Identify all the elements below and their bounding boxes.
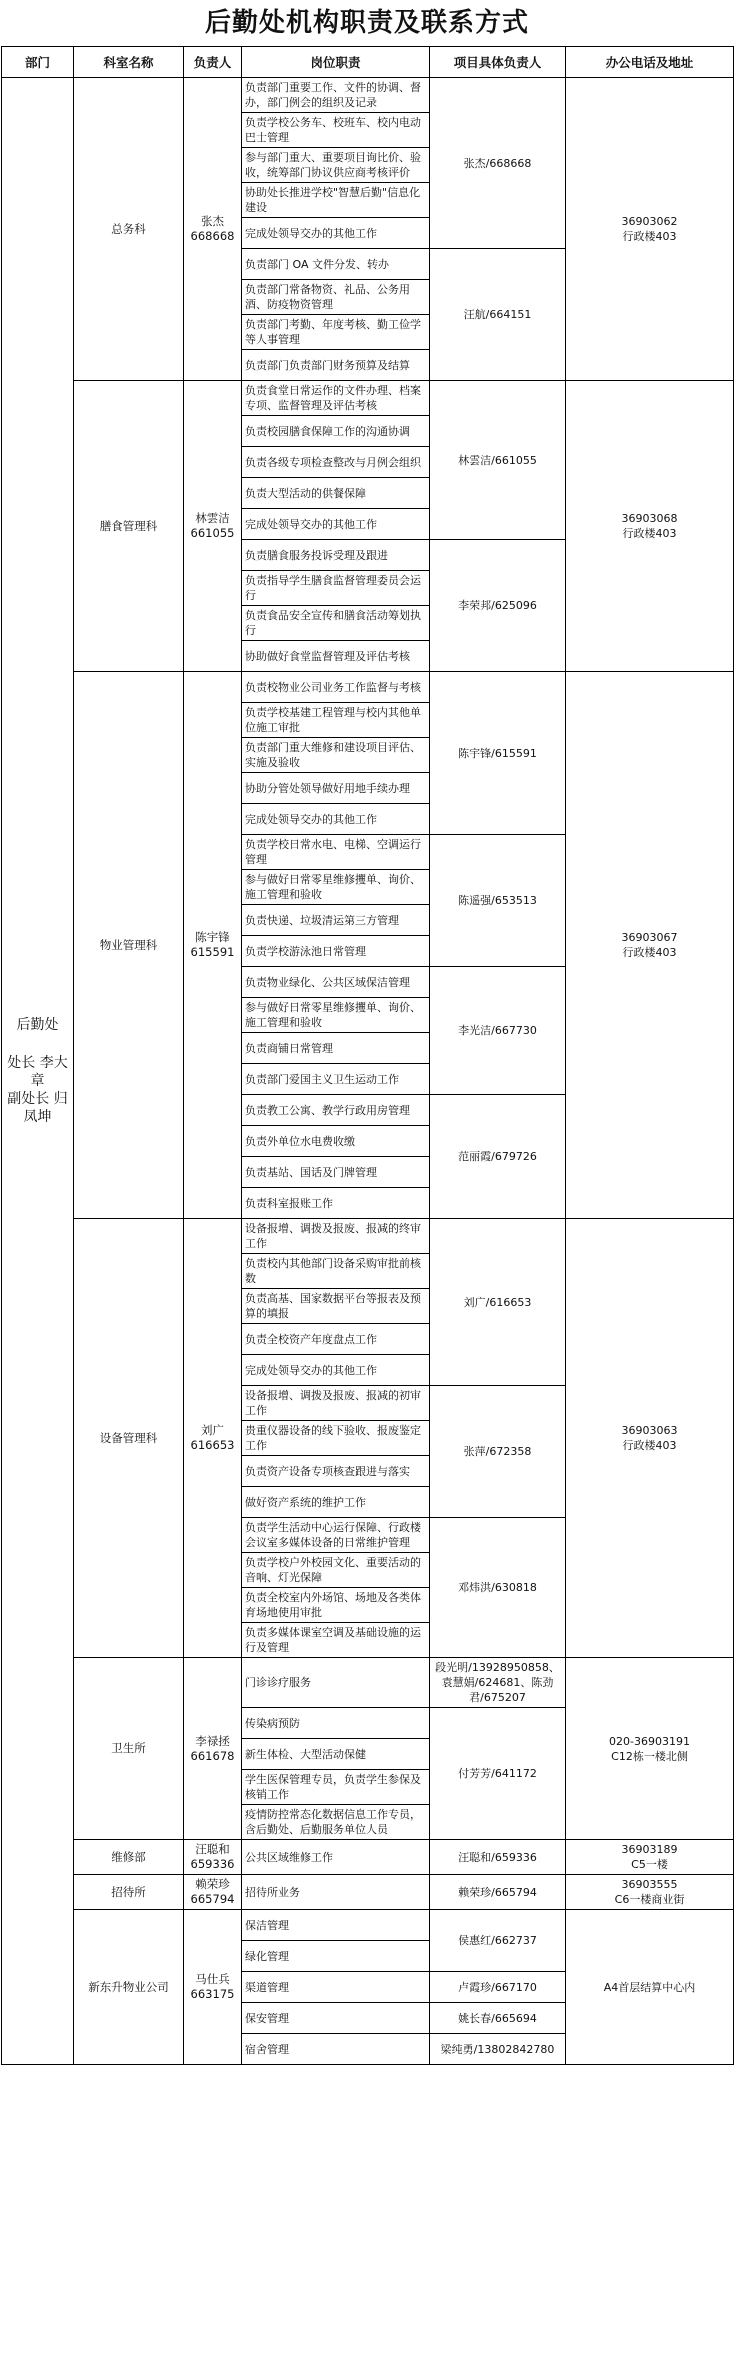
duty-cell: 门诊诊疗服务 <box>242 1658 430 1708</box>
contact-cell <box>566 1219 734 1658</box>
section-head-phone: 659336 <box>190 1857 235 1871</box>
section-name-cell <box>74 381 184 672</box>
duty-cell: 负责教工公寓、教学行政用房管理 <box>242 1095 430 1126</box>
section-head-cell <box>184 672 242 1219</box>
office-address: C6一楼商业街 <box>614 1893 685 1906</box>
duty-cell: 完成处领导交办的其他工作 <box>242 218 430 249</box>
person-cell: 侯惠红/662737 <box>430 1910 566 1972</box>
office-address: 行政楼403 <box>622 230 677 243</box>
section-head-cell <box>184 381 242 672</box>
duty-cell: 保安管理 <box>242 2003 430 2034</box>
header-duties: 岗位职责 <box>242 47 430 78</box>
duty-cell: 负责部门考勤、年度考核、勤工俭学等人事管理 <box>242 315 430 350</box>
duty-cell: 负责部门 OA 文件分发、转办 <box>242 249 430 280</box>
table-row <box>2 1219 734 1254</box>
section-name: 招待所 <box>111 1884 146 1899</box>
person-cell: 姚长春/665694 <box>430 2003 566 2034</box>
table-row <box>2 1875 734 1910</box>
duty-cell: 宿舍管理 <box>242 2034 430 2065</box>
header-section: 科室名称 <box>74 47 184 78</box>
contact-cell <box>566 1875 734 1910</box>
duty-cell: 协助做好食堂监督管理及评估考核 <box>242 641 430 672</box>
department-deputy: 副处长 归凤坤 <box>7 1091 68 1125</box>
duty-cell: 负责学校基建工程管理与校内其他单位施工审批 <box>242 703 430 738</box>
person-cell: 刘广/616653 <box>430 1219 566 1386</box>
duty-cell: 参与做好日常零星维修攫单、询价、施工管理和验收 <box>242 998 430 1033</box>
duty-cell: 做好资产系统的维护工作 <box>242 1487 430 1518</box>
department-name: 后勤处 <box>16 1017 59 1033</box>
duty-cell: 完成处领导交办的其他工作 <box>242 1355 430 1386</box>
office-address: A4首层结算中心内 <box>603 1980 696 1994</box>
duty-table <box>1 46 734 2065</box>
office-phone: 36903063 <box>621 1424 678 1437</box>
section-name-cell <box>74 1840 184 1875</box>
section-name-cell <box>74 78 184 381</box>
duty-cell: 负责部门重大维修和建设项目评估、实施及验收 <box>242 738 430 773</box>
section-head-name: 林雲洁 <box>195 511 230 525</box>
duty-cell: 完成处领导交办的其他工作 <box>242 509 430 540</box>
section-head-name: 张杰 <box>201 214 224 228</box>
department-cell <box>2 78 74 2065</box>
duty-cell: 负责学校户外校园文化、重要活动的音响、灯光保障 <box>242 1553 430 1588</box>
person-cell: 梁纯勇/13802842780 <box>430 2034 566 2065</box>
table-row <box>2 1658 734 1708</box>
person-cell: 李光洁/667730 <box>430 967 566 1095</box>
office-address: 行政楼403 <box>622 946 677 959</box>
duty-cell: 负责物业绿化、公共区域保洁管理 <box>242 967 430 998</box>
duty-cell: 疫情防控常态化数据信息工作专员，含后勤处、后勤服务单位人员 <box>242 1805 430 1840</box>
section-head-name: 汪聪和 <box>195 1842 230 1856</box>
duty-cell: 负责校园膳食保障工作的沟通协调 <box>242 416 430 447</box>
section-head-phone: 661055 <box>190 526 235 540</box>
duty-cell: 设备报增、调拨及报废、报减的终审工作 <box>242 1219 430 1254</box>
section-head-cell <box>184 1219 242 1658</box>
contact-cell <box>566 78 734 381</box>
person-cell: 付芳芳/641172 <box>430 1708 566 1840</box>
duty-cell: 负责基站、国话及门牌管理 <box>242 1157 430 1188</box>
office-phone: 020-36903191 <box>609 1734 690 1748</box>
duty-cell: 传染病预防 <box>242 1708 430 1739</box>
table-row <box>2 672 734 703</box>
table-row <box>2 1840 734 1875</box>
duty-cell: 学生医保管理专员，负责学生参保及核销工作 <box>242 1770 430 1805</box>
duty-cell: 完成处领导交办的其他工作 <box>242 804 430 835</box>
table-row <box>2 381 734 416</box>
person-cell: 李荣邦/625096 <box>430 540 566 672</box>
office-address: C5一楼 <box>631 1858 668 1871</box>
contact-cell <box>566 1840 734 1875</box>
duty-cell: 负责学校公务车、校班车、校内电动巴士管理 <box>242 113 430 148</box>
section-head-cell <box>184 1658 242 1840</box>
section-name-cell <box>74 1910 184 2065</box>
section-head-cell <box>184 1875 242 1910</box>
spacer <box>5 1034 70 1054</box>
duty-cell: 负责外单位水电费收缴 <box>242 1126 430 1157</box>
duty-cell: 贵重仪器设备的线下验收、报废鉴定工作 <box>242 1421 430 1456</box>
duty-cell: 负责部门爱国主义卫生运动工作 <box>242 1064 430 1095</box>
duty-cell: 协助处长推进学校"智慧后勤"信息化建设 <box>242 183 430 218</box>
section-head-cell <box>184 78 242 381</box>
duty-cell: 参与做好日常零星维修攫单、询价、施工管理和验收 <box>242 870 430 905</box>
section-head-name: 刘广 <box>201 1423 224 1437</box>
duty-cell: 负责大型活动的供餐保障 <box>242 478 430 509</box>
office-phone: 36903062 <box>621 215 678 228</box>
contact-cell <box>566 672 734 1219</box>
table-header-row <box>2 47 734 78</box>
duty-cell: 负责食堂日常运作的文件办理、档案专项、监督管理及评估考核 <box>242 381 430 416</box>
office-phone: 36903555 <box>621 1878 678 1891</box>
section-name: 物业管理科 <box>99 937 158 952</box>
header-head: 负责人 <box>184 47 242 78</box>
section-head-name: 陈宇锋 <box>195 930 230 944</box>
duty-cell: 负责快递、垃圾清运第三方管理 <box>242 905 430 936</box>
office-phone: 36903067 <box>621 931 678 944</box>
person-cell: 张杰/668668 <box>430 78 566 249</box>
duty-cell: 负责部门常备物资、礼品、公务用酒、防疫物资管理 <box>242 280 430 315</box>
section-name: 设备管理科 <box>99 1430 158 1445</box>
header-department: 部门 <box>2 47 74 78</box>
section-name-cell <box>74 672 184 1219</box>
section-head-phone: 616653 <box>190 1438 235 1452</box>
duty-cell: 负责高基、国家数据平台等报表及预算的填报 <box>242 1289 430 1324</box>
person-cell: 陈遥强/653513 <box>430 835 566 967</box>
duty-cell: 负责学生活动中心运行保障、行政楼会议室多媒体设备的日常维护管理 <box>242 1518 430 1553</box>
person-cell: 段光明/13928950858、袁慧娟/624681、陈劲君/675207 <box>430 1658 566 1708</box>
section-name: 膳食管理科 <box>99 518 158 533</box>
person-cell: 张萍/672358 <box>430 1386 566 1518</box>
person-cell: 汪航/664151 <box>430 249 566 381</box>
header-contact: 办公电话及地址 <box>566 47 734 78</box>
contact-cell <box>566 381 734 672</box>
office-phone: 36903068 <box>621 512 678 525</box>
duty-cell: 负责膳食服务投诉受理及跟进 <box>242 540 430 571</box>
duty-cell: 负责各级专项检查整改与月例会组织 <box>242 447 430 478</box>
duty-cell: 公共区域维修工作 <box>242 1840 430 1875</box>
duty-cell: 负责部门负责部门财务预算及结算 <box>242 350 430 381</box>
section-head-name: 赖荣珍 <box>195 1877 230 1891</box>
duty-cell: 参与部门重大、重要项目询比价、验收，统筹部门协议供应商考核评价 <box>242 148 430 183</box>
contact-cell <box>566 1910 734 2065</box>
header-person: 项目具体负责人 <box>430 47 566 78</box>
table-body <box>2 78 734 2065</box>
table-row <box>2 1910 734 1941</box>
section-head-name: 马仕兵 <box>195 1972 230 1986</box>
person-cell: 卢霞珍/667170 <box>430 1972 566 2003</box>
office-address: 行政楼403 <box>622 1439 677 1452</box>
section-head-phone: 665794 <box>190 1892 235 1906</box>
duty-cell: 负责学校游泳池日常管理 <box>242 936 430 967</box>
duty-cell: 负责科室报账工作 <box>242 1188 430 1219</box>
section-head-phone: 663175 <box>190 1987 235 2001</box>
duty-cell: 新生体检、大型活动保健 <box>242 1739 430 1770</box>
duty-cell: 保洁管理 <box>242 1910 430 1941</box>
duty-cell: 负责全校资产年度盘点工作 <box>242 1324 430 1355</box>
duty-cell: 负责校内其他部门设备采购审批前核数 <box>242 1254 430 1289</box>
duty-cell: 招待所业务 <box>242 1875 430 1910</box>
duty-cell: 设备报增、调拨及报废、报减的初审工作 <box>242 1386 430 1421</box>
section-head-name: 李禄拯 <box>195 1733 230 1748</box>
section-name-cell <box>74 1219 184 1658</box>
duty-cell: 绿化管理 <box>242 1941 430 1972</box>
person-cell: 陈宇锋/615591 <box>430 672 566 835</box>
section-name: 维修部 <box>111 1849 146 1864</box>
section-name: 总务科 <box>111 221 146 236</box>
duty-cell: 渠道管理 <box>242 1972 430 2003</box>
section-head-cell <box>184 1910 242 2065</box>
section-name-cell <box>74 1875 184 1910</box>
person-cell: 赖荣珍/665794 <box>430 1875 566 1910</box>
person-cell: 范丽霞/679726 <box>430 1095 566 1219</box>
duty-cell: 协助分管处领导做好用地手续办理 <box>242 773 430 804</box>
duty-cell: 负责部门重要工作、文件的协调、督办，部门例会的组织及记录 <box>242 78 430 113</box>
department-chief: 处长 李大章 <box>7 1055 68 1089</box>
duty-cell: 负责多媒体课室空调及基础设施的运行及管理 <box>242 1623 430 1658</box>
duty-cell: 负责食品安全宣传和膳食活动筹划执行 <box>242 606 430 641</box>
duty-cell: 负责全校室内外场馆、场地及各类体育场地使用审批 <box>242 1588 430 1623</box>
duty-cell: 负责资产设备专项核查跟进与落实 <box>242 1456 430 1487</box>
page-title: 后勤处机构职责及联系方式 <box>204 8 529 38</box>
office-address: C12栋一楼北侧 <box>611 1749 688 1763</box>
table-row <box>2 78 734 113</box>
section-head-cell <box>184 1840 242 1875</box>
duty-cell: 负责校物业公司业务工作监督与考核 <box>242 672 430 703</box>
duty-cell: 负责学校日常水电、电梯、空调运行管理 <box>242 835 430 870</box>
section-head-phone: 615591 <box>190 945 235 959</box>
contact-cell <box>566 1658 734 1840</box>
person-cell: 邓炜洪/630818 <box>430 1518 566 1658</box>
section-name-cell <box>74 1658 184 1840</box>
office-address: 行政楼403 <box>622 527 677 540</box>
person-cell: 汪聪和/659336 <box>430 1840 566 1875</box>
duty-cell: 负责指导学生膳食监督管理委员会运行 <box>242 571 430 606</box>
person-cell: 林雲洁/661055 <box>430 381 566 540</box>
section-name: 新东升物业公司 <box>88 1979 169 1994</box>
section-head-phone: 661678 <box>190 1748 235 1763</box>
office-phone: 36903189 <box>621 1843 678 1856</box>
duty-cell: 负责商铺日常管理 <box>242 1033 430 1064</box>
section-head-phone: 668668 <box>190 229 235 243</box>
section-name: 卫生所 <box>111 1741 146 1755</box>
